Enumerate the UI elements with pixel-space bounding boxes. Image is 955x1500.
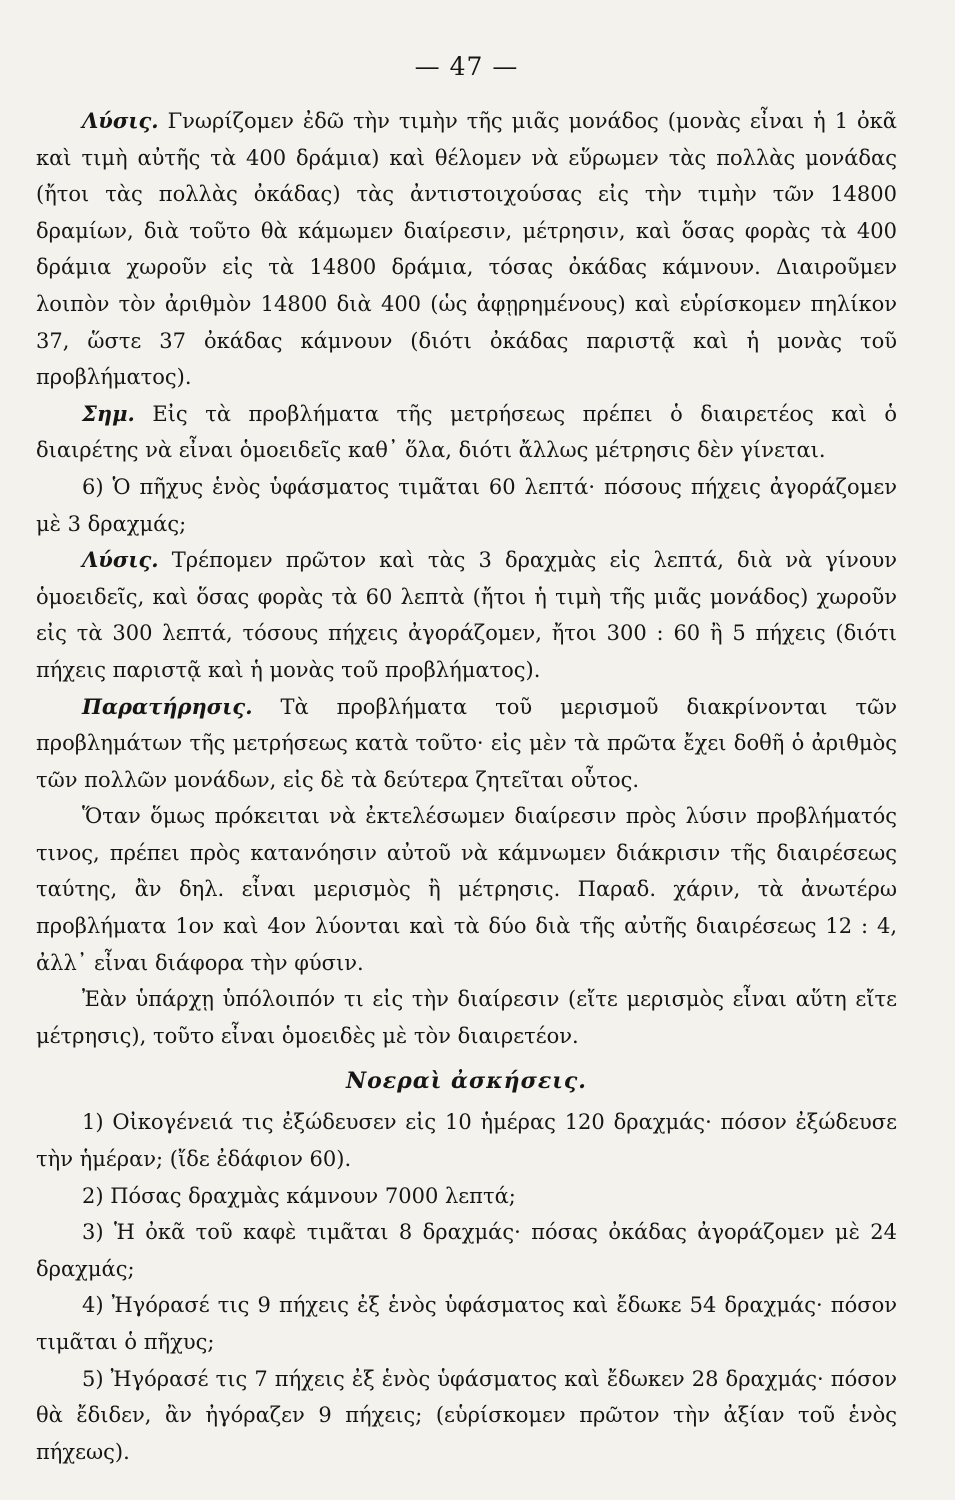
note-text: Εἰς τὰ προβλήματα τῆς μετρήσεως πρέπει ὁ διαιρετέος καὶ ὁ διαιρέτης νὰ εἶναι ὁμοειδεῖς καθ᾽ ὅλα, διότι ἄλλως μέτρησις δὲν γίνεται. xyxy=(36,401,897,463)
remark-paragraph-3: Ἐὰν ὑπάρχῃ ὑπόλοιπόν τι εἰς τὴν διαίρεσιν (εἴτε μερισμὸς εἶναι αὕτη εἴτε μέτρησις), τοῦτο εἶναι ὁμοειδὲς μὲ τὸν διαιρετέον. xyxy=(36,987,897,1048)
solution-text: Γνωρίζομεν ἐδῶ τὴν τιμὴν τῆς μιᾶς μονάδος (μονὰς εἶναι ἡ 1 ὀκᾶ καὶ τιμὴ αὐτῆς τὰ 400 δράμια) καὶ θέλομεν νὰ εὕρωμεν τὰς πολλὰς μονάδας (ἤτοι τὰς πολλὰς ὀκάδας) τὰς ἀντιστοιχούσας εἰς τὴν τιμὴν τῶν 14800 δραμίων, διὰ τοῦτο θὰ κάμωμεν διαίρεσιν, μέτρησιν, καὶ ὅσας φορὰς τὰ 400 δράμια χωροῦν εἰς τὰ 14800 δράμια, τόσας ὀκάδας κάμνουν. Διαιροῦμεν λοιπὸν τὸν ἀριθμὸν 14800 διὰ 400 (ὡς ἀφῃρημένους) καὶ εὑρίσκομεν πηλίκον 37, ὥστε 37 ὀκάδας κάμνουν (διότι ὀκάδας παριστᾷ καὶ ἡ μονὰς τοῦ προβλήματος). xyxy=(36,109,897,390)
exercise-item: 4) Ἠγόρασέ τις 9 πήχεις ἐξ ἑνὸς ὑφάσματος καὶ ἔδωκε 54 δραχμάς· πόσον τιμᾶται ὁ πῆχυς; xyxy=(36,1293,897,1354)
exercise-item: 2) Πόσας δραχμὰς κάμνουν 7000 λεπτά; xyxy=(82,1183,516,1208)
remark-label: Παρατήρησις. xyxy=(82,693,253,719)
solution-label: Λύσις. xyxy=(82,547,159,573)
section-title: Νοεραὶ ἀσκήσεις. xyxy=(346,1068,587,1095)
exercise-item: 5) Ἠγόρασέ τις 7 πήχεις ἐξ ἑνὸς ὑφάσματος καὶ ἔδωκεν 28 δραχμάς· πόσον θὰ ἔδιδεν, ἂν ἠγόραζεν 9 πήχεις; (εὑρίσκομεν πρῶτον τὴν ἀξίαν τοῦ ἑνὸς πήχεως). xyxy=(36,1366,897,1464)
note-label: Σημ. xyxy=(82,400,135,426)
problem-6-paragraph: 6) Ὁ πῆχυς ἑνὸς ὑφάσματος τιμᾶται 60 λεπτά· πόσους πήχεις ἀγοράζομεν μὲ 3 δραχμάς; xyxy=(36,474,897,536)
remark-text: Τὰ προβλήματα τοῦ μερισμοῦ διακρίνονται τῶν προβλημάτων τῆς μετρήσεως κατὰ τοῦτο· εἰς μὲν τὰ πρῶτα ἔχει δοθῆ ὁ ἀριθμὸς τῶν πολλῶν μονάδων, εἰς δὲ τὰ δεύτερα ζητεῖται οὗτος. xyxy=(36,694,897,792)
solution-text: Τρέπομεν πρῶτον καὶ τὰς 3 δραχμὰς εἰς λεπτά, διὰ νὰ γίνουν ὁμοειδεῖς, καὶ ὅσας φορὰς τὰ 60 λεπτὰ (ἤτοι ἡ τιμὴ τῆς μιᾶς μονάδος) χωροῦν εἰς τὰ 300 λεπτά, τόσους πήχεις ἀγοράζομεν, ἤτοι 300 : 60 ἢ 5 πήχεις (διότι πήχεις παριστᾷ καὶ ἡ μονὰς τοῦ προβλήματος). xyxy=(36,548,897,682)
solution-label: Λύσις. xyxy=(82,108,159,133)
solution-paragraph-1 xyxy=(36,103,897,396)
note-paragraph xyxy=(36,396,897,469)
remark-paragraph-2: Ὅταν ὅμως πρόκειται νὰ ἐκτελέσωμεν διαίρεσιν πρὸς λύσιν προβλήματός τινος, πρέπει πρὸς κατανόησιν αὐτοῦ νὰ κάμνωμεν διάκρισιν τῆς διαιρέσεως ταύτης, ἂν δηλ. εἶναι μερισμὸς ἢ μέτρησις. Παραδ. χάριν, τὰ ἀνωτέρω προβλήματα 1ον καὶ 4ον λύονται καὶ τὰ δύο διὰ τῆς αὐτῆς διαιρέσεως 12 : 4, ἀλλ᾽ εἶναι διάφορα τὴν φύσιν. xyxy=(36,804,897,975)
solution-paragraph-2 xyxy=(36,542,897,688)
page-number: — 47 — xyxy=(414,52,519,81)
remark-paragraph xyxy=(36,689,897,799)
exercise-item: 3) Ἡ ὀκᾶ τοῦ καφὲ τιμᾶται 8 δραχμάς· πόσας ὀκάδας ἀγοράζομεν μὲ 24 δραχμάς; xyxy=(36,1220,897,1281)
exercise-item: 1) Οἰκογένειά τις ἐξώδευσεν εἰς 10 ἡμέρας 120 δραχμάς· πόσον ἐξώδευσε τὴν ἡμέραν; (ἴδε ἐδάφιον 60). xyxy=(36,1110,897,1172)
